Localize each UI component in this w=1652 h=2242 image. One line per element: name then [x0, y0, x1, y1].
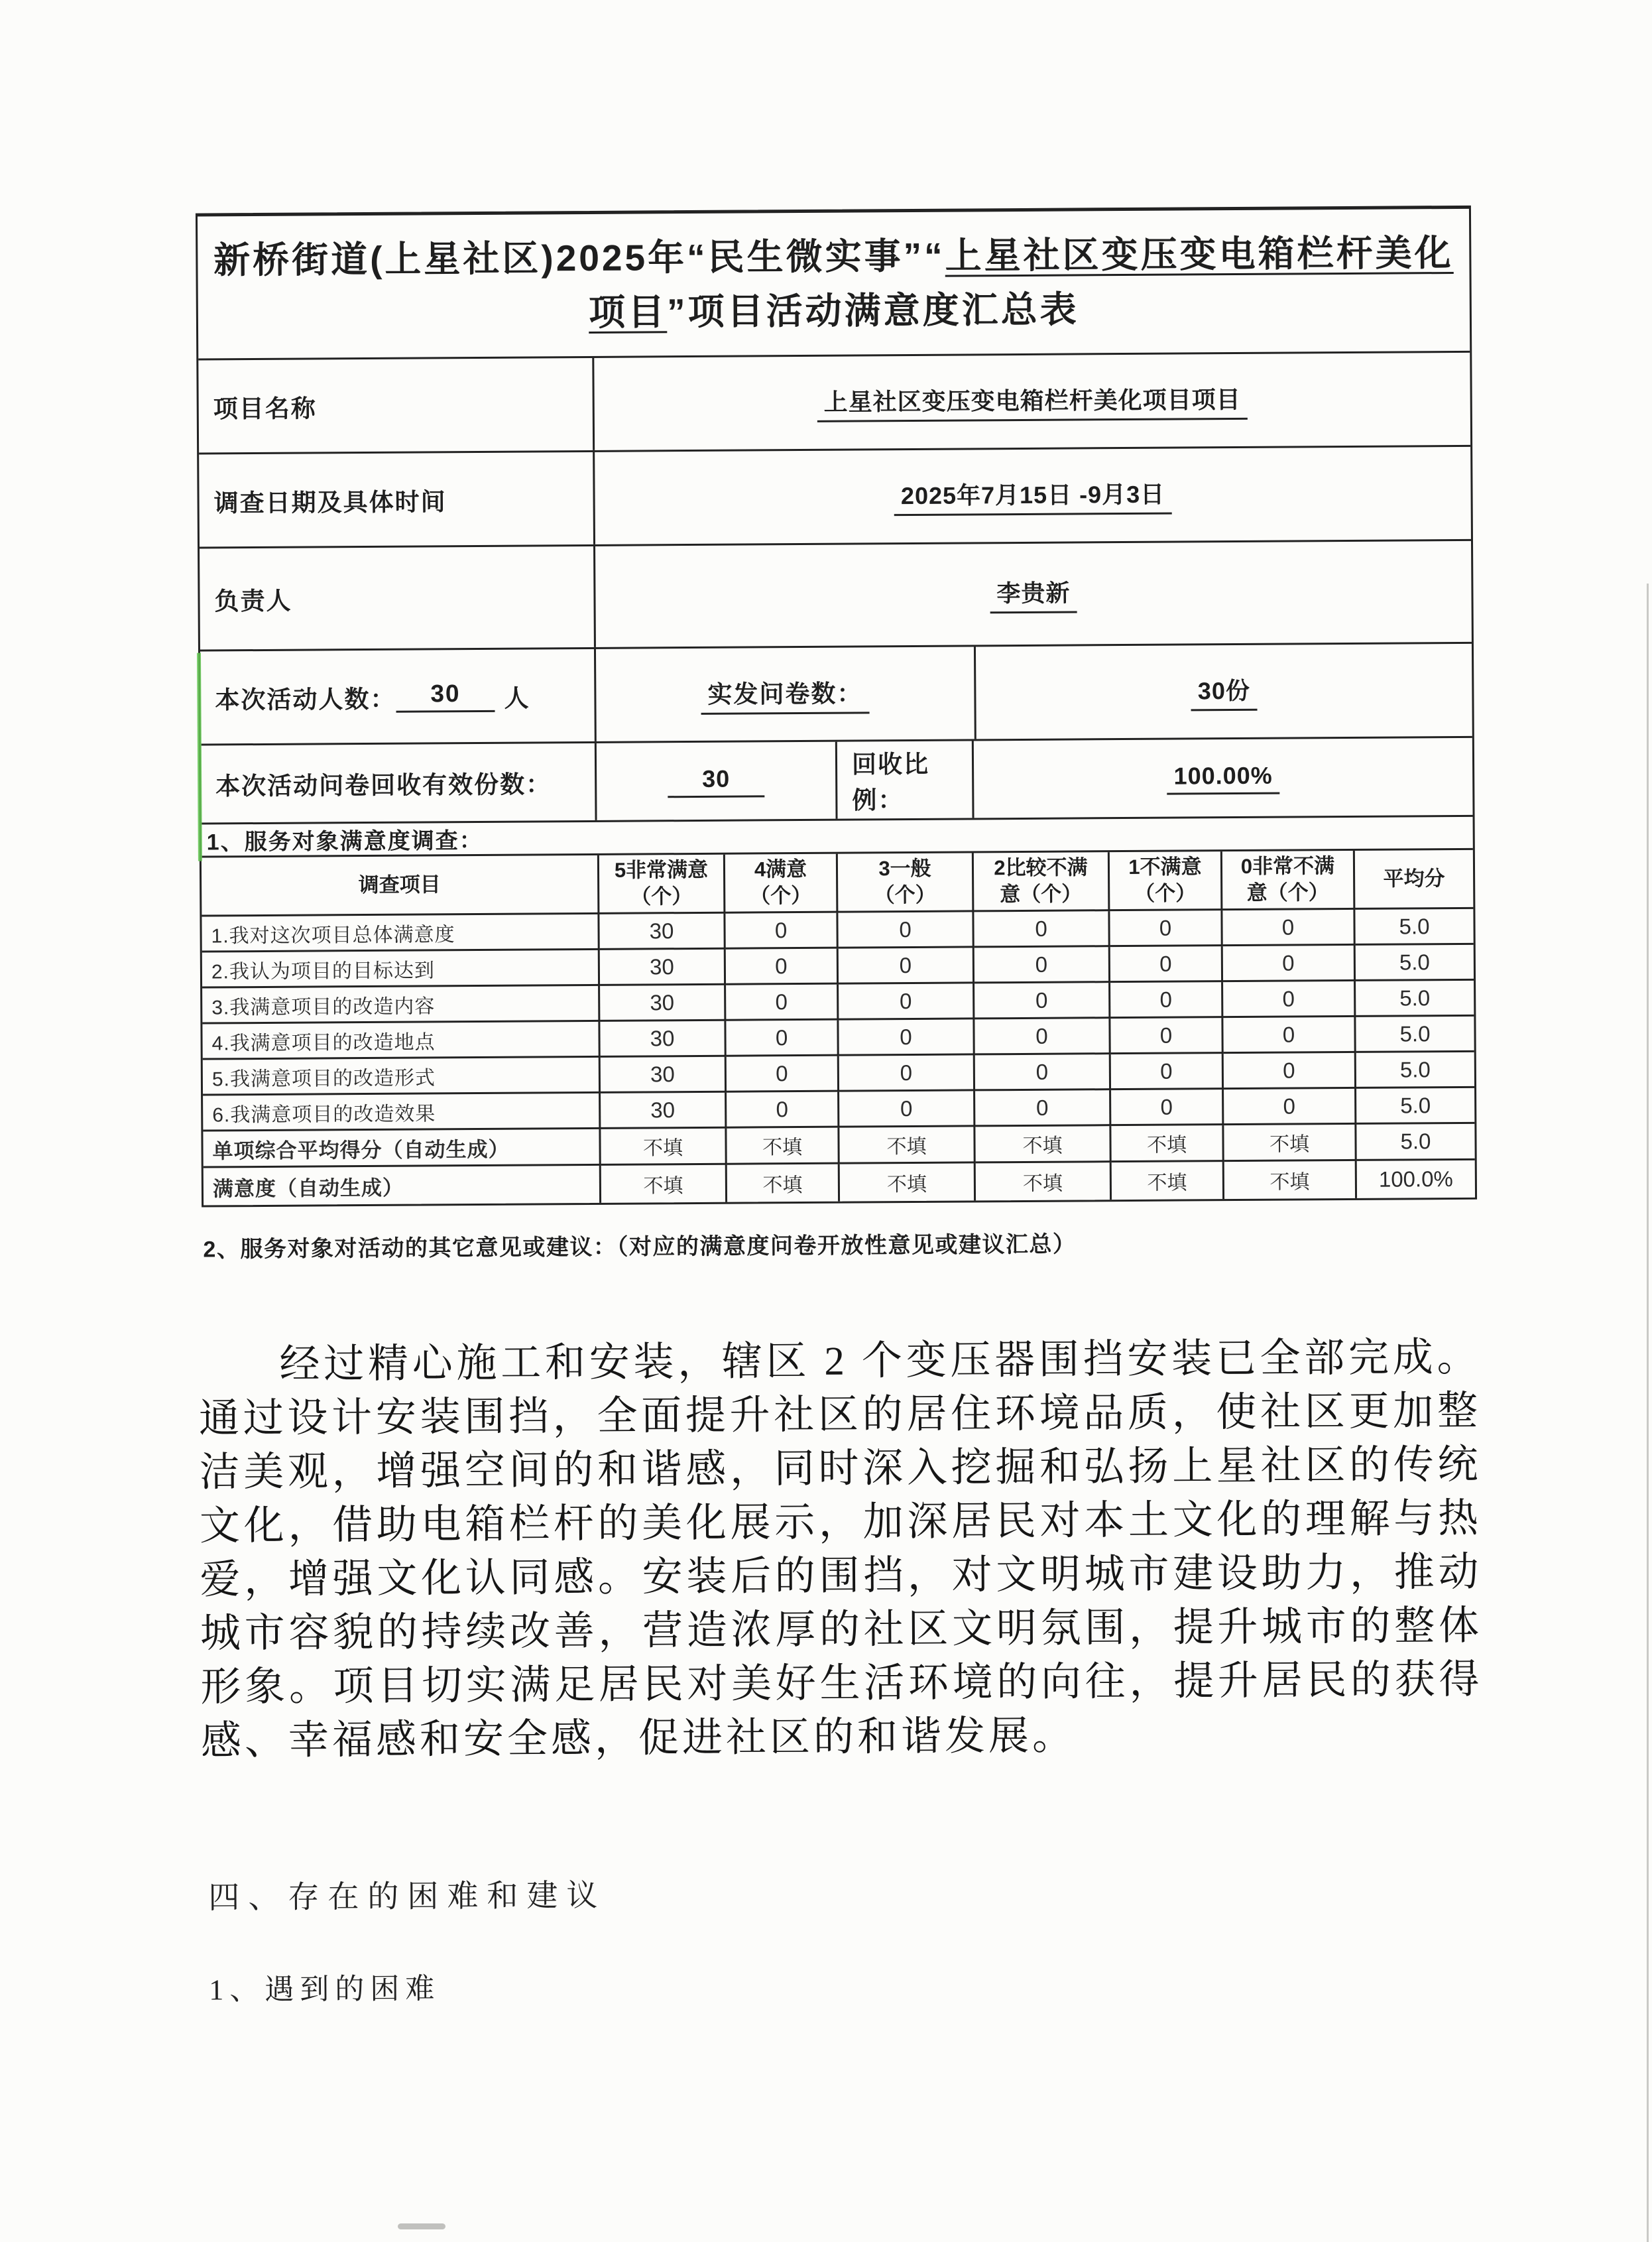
project-name-value: 上星社区变压变电箱栏杆美化项目项目 [817, 381, 1248, 422]
participants-count: 30 [396, 680, 495, 713]
survey-cell: 不填 [840, 1163, 976, 1201]
survey-cell: 0 [725, 913, 838, 950]
survey-item-label: 2.我认为项目的目标达到 [202, 950, 600, 989]
survey-average: 5.0 [1356, 1017, 1474, 1053]
survey-cell: 0 [1224, 1089, 1356, 1125]
summary-paragraph: 经过精心施工和安装，辖区 2 个变压器围挡安装已全部完成。通过设计安装围挡，全面提升社区的居住环境品质，使社区更加整洁美观，增强空间的和谐感，同时深入挖掘和弘扬上星社区的传统文化，借助电箱栏杆的美化展示，加深居民对本土文化的理解与热爱，增强文化认同感。安装后的围挡，对文明城市建设助力，推动城市容貌的持续改善，营造浓厚的社区文明氛围，提升城市的整体形象。项目切实满足居民对美好生活环境的向往，提升居民的获得感、幸福感和安全感，促进社区的和谐发展。 [198, 1335, 1483, 1764]
survey-cell: 0 [1110, 982, 1223, 1019]
col-header: 0非常不满 意（个） [1222, 851, 1356, 910]
survey-cell: 0 [839, 1055, 975, 1091]
valid-returns-count: 30 [668, 765, 764, 798]
survey-cell: 0 [726, 1021, 839, 1057]
survey-cell: 0 [1111, 1054, 1224, 1090]
survey-item-label: 1.我对这次项目总体满意度 [202, 914, 599, 953]
return-ratio-value: 100.00% [1167, 761, 1279, 794]
survey-cell: 30 [601, 1093, 727, 1129]
survey-average: 100.0% [1378, 1166, 1453, 1192]
col-header: 3一般 （个） [838, 853, 974, 912]
summary-table [196, 206, 1477, 1208]
survey-cell: 30 [600, 1021, 726, 1058]
valid-returns-label: 本次活动问卷回收有效份数： [201, 743, 597, 823]
survey-cell: 不填 [1224, 1161, 1357, 1199]
person-in-charge-label: 负责人 [200, 546, 596, 650]
survey-cell: 0 [726, 985, 839, 1021]
survey-date-label: 调查日期及具体时间 [199, 452, 595, 547]
survey-item-label: 4.我满意项目的改造地点 [202, 1022, 600, 1060]
survey-cell: 0 [975, 1090, 1111, 1127]
questionnaires-issued-value: 30份 [1191, 672, 1257, 711]
participants-unit: 人 [504, 684, 530, 712]
col-header: 平均分 [1355, 850, 1474, 910]
col-header: 4满意 （个） [725, 854, 839, 914]
survey-cell: 0 [839, 948, 974, 984]
questionnaires-issued-label: 实发问卷数： [701, 673, 869, 715]
satisfaction-table [202, 850, 1475, 1206]
survey-average: 5.0 [1356, 1124, 1474, 1161]
survey-cell: 0 [1224, 1053, 1356, 1090]
survey-average: 5.0 [1355, 909, 1473, 946]
title-suffix: ”项目活动满意度汇总表 [666, 288, 1079, 333]
info-row-participants [200, 644, 1472, 746]
survey-cell: 0 [1222, 910, 1355, 946]
section2-title: 2、服务对象对活动的其它意见或建议：（对应的满意度问卷开放性意见或建议汇总） [203, 1231, 1077, 1263]
survey-cell: 不填 [1224, 1125, 1356, 1162]
info-row-project-name [198, 353, 1470, 455]
survey-cell: 0 [1223, 981, 1356, 1018]
survey-cell: 0 [974, 1019, 1110, 1055]
survey-cell: 0 [839, 1091, 975, 1127]
title-prefix: 新桥街道(上星社区)2025年“民生微实事”“ [213, 235, 945, 281]
survey-cell: 不填 [976, 1162, 1112, 1200]
subheading-encountered-difficulties: 1、遇到的困难 [209, 1972, 441, 2007]
survey-date-value: 2025年7月15日 -9月3日 [894, 475, 1172, 516]
title-project-name: 上星社区变压变电箱栏杆美化项目 [588, 231, 1454, 333]
project-name-label: 项目名称 [198, 358, 595, 453]
survey-cell: 0 [838, 912, 974, 948]
survey-average: 5.0 [1356, 1052, 1474, 1089]
col-header: 调查项目 [202, 855, 600, 917]
survey-average: 5.0 [1356, 981, 1474, 1017]
survey-cell: 0 [839, 1019, 974, 1056]
survey-cell: 30 [600, 985, 726, 1022]
survey-item-label: 6.我满意项目的改造效果 [203, 1093, 601, 1132]
survey-cell: 不填 [1111, 1125, 1224, 1162]
survey-cell: 0 [1111, 1090, 1224, 1126]
survey-cell: 30 [599, 914, 725, 950]
survey-cell: 0 [975, 1054, 1111, 1091]
survey-item-label: 3.我满意项目的改造内容 [202, 986, 600, 1025]
survey-section-title: 1、服务对象满意度调查： [202, 817, 1473, 858]
survey-cell: 0 [1110, 1018, 1223, 1054]
survey-cell: 不填 [727, 1164, 840, 1202]
col-header: 1不满意 （个） [1110, 851, 1223, 911]
survey-cell: 0 [727, 1056, 839, 1093]
survey-average: 5.0 [1356, 945, 1474, 981]
survey-cell: 不填 [601, 1129, 727, 1166]
heading-difficulties: 四、存在的困难和建议 [208, 1878, 607, 1916]
survey-cell: 0 [1110, 946, 1223, 983]
survey-average: 5.0 [1356, 1088, 1474, 1125]
survey-item-label: 满意度（自动生成） [204, 1166, 601, 1206]
survey-cell: 不填 [839, 1127, 975, 1164]
survey-cell: 0 [974, 983, 1110, 1019]
survey-item-label: 5.我满意项目的改造形式 [203, 1058, 601, 1096]
survey-cell: 0 [974, 911, 1110, 948]
survey-cell: 0 [1223, 1017, 1356, 1054]
survey-cell: 30 [600, 950, 726, 986]
survey-cell: 0 [1223, 946, 1356, 982]
survey-cell: 30 [601, 1057, 727, 1093]
scan-edge-artifact [1647, 584, 1649, 2242]
survey-cell: 0 [974, 947, 1110, 983]
participants-label: 本次活动人数： [215, 685, 396, 714]
info-row-person-in-charge [200, 541, 1472, 652]
scan-smudge-artifact [398, 2223, 445, 2229]
survey-cell: 0 [726, 949, 839, 985]
survey-cell: 0 [1110, 910, 1222, 947]
survey-cell: 0 [727, 1092, 839, 1129]
survey-cell: 不填 [1112, 1162, 1224, 1200]
page-title [198, 209, 1470, 361]
person-in-charge-value: 李贵新 [990, 574, 1077, 613]
survey-cell: 不填 [975, 1126, 1111, 1163]
survey-item-label: 单项综合平均得分（自动生成） [203, 1129, 601, 1168]
return-ratio-label: 回收比例： [837, 741, 974, 818]
col-header: 2比较不满 意（个） [974, 852, 1110, 912]
info-row-survey-date [199, 447, 1471, 549]
survey-cell: 不填 [727, 1128, 839, 1165]
col-header: 5非常满意 （个） [599, 855, 726, 914]
info-row-valid-returns [201, 738, 1473, 825]
survey-cell: 0 [839, 983, 974, 1020]
survey-cell: 不填 [601, 1165, 727, 1203]
